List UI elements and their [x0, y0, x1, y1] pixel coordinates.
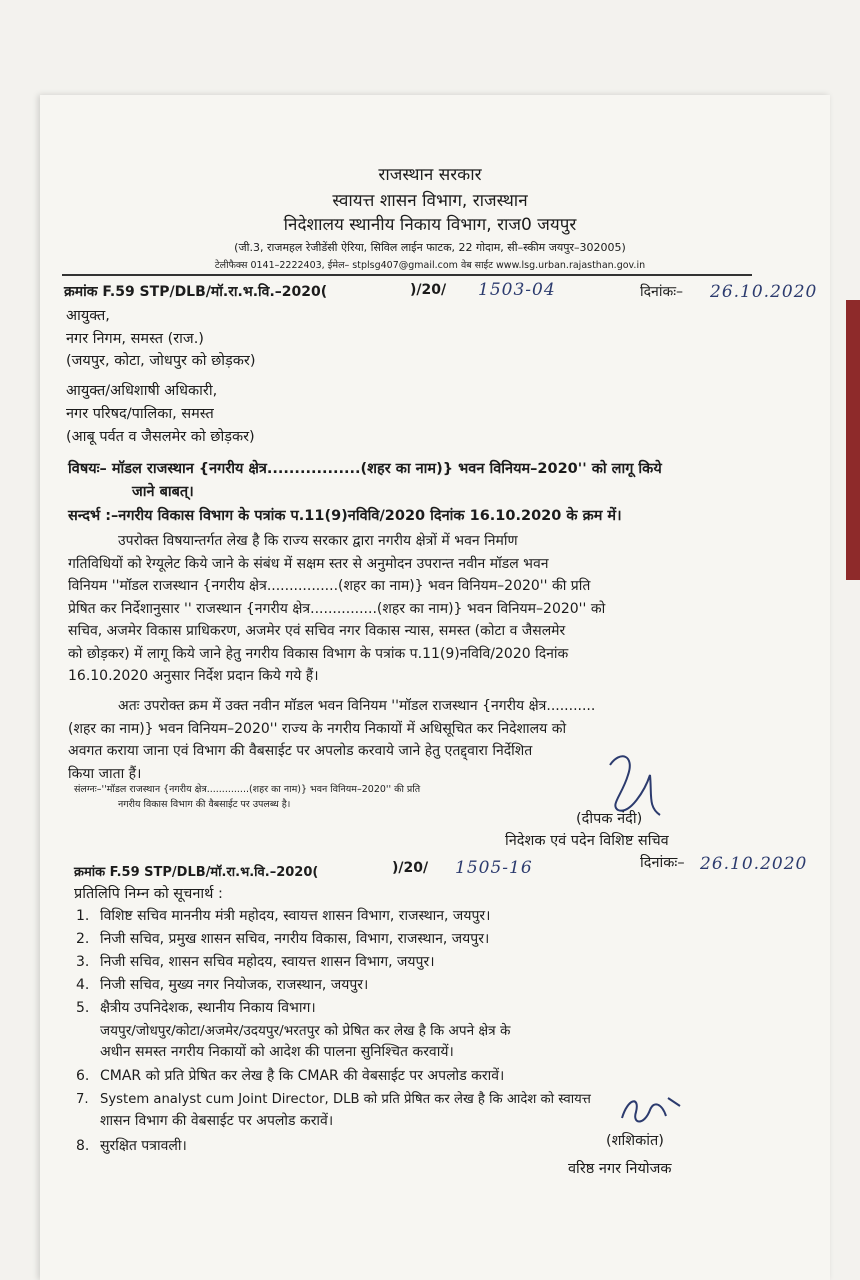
letterhead-divider	[62, 274, 752, 276]
copy-list-item: 6. CMAR को प्रति प्रेषित कर लेख है कि CMAR की वेबसाईट पर अपलोड करावें।	[76, 1068, 505, 1084]
paragraph-line: (शहर का नाम)} भवन विनियम–2020'' राज्य के नगरीय निकायों में अधिसूचित कर निदेशालय को	[68, 720, 567, 737]
copy-list-item: 7. System analyst cum Joint Director, DLB को प्रति प्रेषित कर लेख है कि आदेश को स्वायत्त	[76, 1092, 591, 1107]
handwritten-date: 26.10.2020	[710, 282, 818, 302]
reference-number-middle: )/20/	[392, 860, 429, 876]
addressee-line: नगर निगम, समस्त (राज.)	[66, 331, 204, 347]
paragraph-line: को छोड़कर) में लागू किये जाने हेतु नगरीय विकास विभाग के पत्रांक प.11(9)नविवि/2020 दिनांक	[68, 645, 569, 662]
enclosure-note: संलग्नः–''मॉडल राजस्थान {नगरीय क्षेत्र..............(शहर का नाम)} भवन विनियम–2020'' की प्रति	[74, 784, 421, 795]
paragraph-line: किया जाता हैं।	[68, 765, 142, 782]
paragraph-line: विनियम ''मॉडल राजस्थान {नगरीय क्षेत्र................(शहर का नाम)} भवन विनियम–2020'' की प्रति	[68, 578, 591, 594]
copy-list-item: 4. निजी सचिव, मुख्य नगर नियोजक, राजस्थान, जयपुर।	[76, 977, 369, 993]
paragraph-line: अवगत कराया जाना एवं विभाग की वैबसाईट पर अपलोड करवाये जाने हेतु एतद्द्वारा निर्देशित	[68, 743, 533, 759]
copy-list-text: निजी सचिव, शासन सचिव महोदय, स्वायत्त शासन विभाग, जयपुर।	[100, 954, 435, 970]
copy-list-text: CMAR को प्रति प्रेषित कर लेख है कि CMAR की वेबसाईट पर अपलोड करावें।	[100, 1068, 505, 1084]
signatory-designation: निदेशक एवं पदेन विशिष्ट सचिव	[505, 833, 669, 849]
addressee-line: आयुक्त/अधिशाषी अधिकारी,	[66, 383, 218, 399]
paragraph-line: अतः उपरोक्त क्रम में उक्त नवीन मॉडल भवन विनियम ''मॉडल राजस्थान {नगरीय क्षेत्र...........	[118, 698, 596, 714]
letterhead-address: (जी.3, राजमहल रेजीडेंसी ऐरिया, सिविल लाईन फाटक, 22 गोदाम, सी–स्कीम जयपुर–302005)	[234, 241, 626, 254]
reference-number-middle: )/20/	[410, 282, 447, 298]
addressee-line: (आबू पर्वत व जैसलमेर को छोड़कर)	[66, 429, 255, 445]
paragraph-line: सचिव, अजमेर विकास प्राधिकरण, अजमेर एवं सचिव नगर विकास न्यास, समस्त (कोटा व जैसलमेर	[68, 623, 566, 639]
paragraph-line: उपरोक्त विषयान्तर्गत लेख है कि राज्य सरकार द्वारा नगरीय क्षेत्रों में भवन निर्माण	[118, 533, 518, 549]
copy-list-continuation: जयपुर/जोधपुर/कोटा/अजमेर/उदयपुर/भरतपुर को प्रेषित कर लेख है कि अपने क्षेत्र के	[100, 1023, 511, 1039]
copy-list-item: 5. क्षैत्रीय उपनिदेशक, स्थानीय निकाय विभाग।	[76, 1000, 316, 1016]
body-paragraph-1	[68, 530, 748, 688]
paragraph-line: 16.10.2020 अनुसार निर्देश प्रदान किये गये हैं।	[68, 668, 319, 684]
subject-line: विषयः– मॉडल राजस्थान {नगरीय क्षेत्र.................(शहर का नाम)} भवन विनियम–2020'' को लागू किये	[68, 461, 662, 477]
addressee-line: नगर परिषद/पालिका, समस्त	[66, 406, 214, 422]
copy-list-text: सुरक्षित पत्रावली।	[100, 1138, 187, 1154]
reference-number-prefix: क्रमांक F.59 STP/DLB/मॉ.रा.भ.वि.–2020(	[64, 284, 328, 300]
letterhead-government: राजस्थान सरकार	[378, 165, 482, 185]
copy-list-text: क्षैत्रीय उपनिदेशक, स्थानीय निकाय विभाग।	[100, 1000, 316, 1016]
copy-list-text: विशिष्ट सचिव माननीय मंत्री महोदय, स्वायत्त शासन विभाग, राजस्थान, जयपुर।	[100, 908, 491, 924]
copy-list-item: 8. सुरक्षित पत्रावली।	[76, 1138, 187, 1154]
signatory-name: (शशिकांत)	[606, 1133, 664, 1149]
letterhead-directorate: निदेशालय स्थानीय निकाय विभाग, राज0 जयपुर	[283, 215, 577, 235]
addressee-line: (जयपुर, कोटा, जोधपुर को छोड़कर)	[66, 353, 256, 369]
handwritten-dispatch-number: 1505-16	[455, 858, 533, 878]
handwritten-dispatch-number: 1503-04	[478, 280, 556, 300]
file-binder-strip	[846, 300, 860, 580]
date-label: दिनांकः–	[640, 284, 684, 300]
addressee-line: आयुक्त,	[66, 308, 110, 324]
copy-list-text: निजी सचिव, प्रमुख शासन सचिव, नगरीय विकास, विभाग, राजस्थान, जयपुर।	[100, 931, 490, 947]
copy-list-item: 3. निजी सचिव, शासन सचिव महोदय, स्वायत्त शासन विभाग, जयपुर।	[76, 954, 435, 970]
enclosure-note: नगरीय विकास विभाग की वैबसाईट पर उपलब्ध है।	[118, 799, 291, 810]
paragraph-line: गतिविधियों को रेग्यूलेट किये जाने के संबंध में सक्षम स्तर से अनुमोदन उपरान्त नवीन मॉडल भवन	[68, 555, 549, 572]
copy-list-item: 1. विशिष्ट सचिव माननीय मंत्री महोदय, स्वायत्त शासन विभाग, राजस्थान, जयपुर।	[76, 908, 491, 924]
copy-list-text: System analyst cum Joint Director, DLB को प्रति प्रेषित कर लेख है कि आदेश को स्वायत्त	[100, 1092, 591, 1107]
letterhead-department: स्वायत्त शासन विभाग, राजस्थान	[332, 191, 528, 211]
copy-list-continuation: अधीन समस्त नगरीय निकायों को आदेश की पालना सुनिश्चित करवायें।	[100, 1044, 454, 1060]
copy-list-item: 2. निजी सचिव, प्रमुख शासन सचिव, नगरीय विकास, विभाग, राजस्थान, जयपुर।	[76, 931, 490, 947]
letterhead-contact: टेलीफैक्स 0141–2222403, ईमेल– stplsg407@gmail.com वेब साईट www.lsg.urban.rajasthan.gov.in	[214, 260, 646, 271]
handwritten-date: 26.10.2020	[700, 854, 808, 874]
reference-number-prefix: क्रमांक F.59 STP/DLB/मॉ.रा.भ.वि.–2020(	[74, 865, 319, 880]
paragraph-line: प्रेषित कर निर्देशानुसार '' राजस्थान {नगरीय क्षेत्र...............(शहर का नाम)} भवन विनियम–2020'' को	[68, 600, 606, 617]
copy-to-heading: प्रतिलिपि निम्न को सूचनार्थ :	[74, 886, 223, 902]
signatory-designation: वरिष्ठ नगर नियोजक	[568, 1161, 672, 1177]
copy-list-continuation: शासन विभाग की वेबसाईट पर अपलोड करावें।	[100, 1113, 334, 1129]
copy-list-text: निजी सचिव, मुख्य नगर नियोजक, राजस्थान, जयपुर।	[100, 977, 369, 993]
date-label: दिनांकः–	[640, 855, 685, 871]
reference-line: सन्दर्भ :–नगरीय विकास विभाग के पत्रांक प.11(9)नविवि/2020 दिनांक 16.10.2020 के क्रम में।	[68, 508, 622, 524]
signatory-name: (दीपक नंदी)	[576, 811, 643, 827]
subject-line-continued: जाने बाबत्।	[132, 484, 194, 500]
